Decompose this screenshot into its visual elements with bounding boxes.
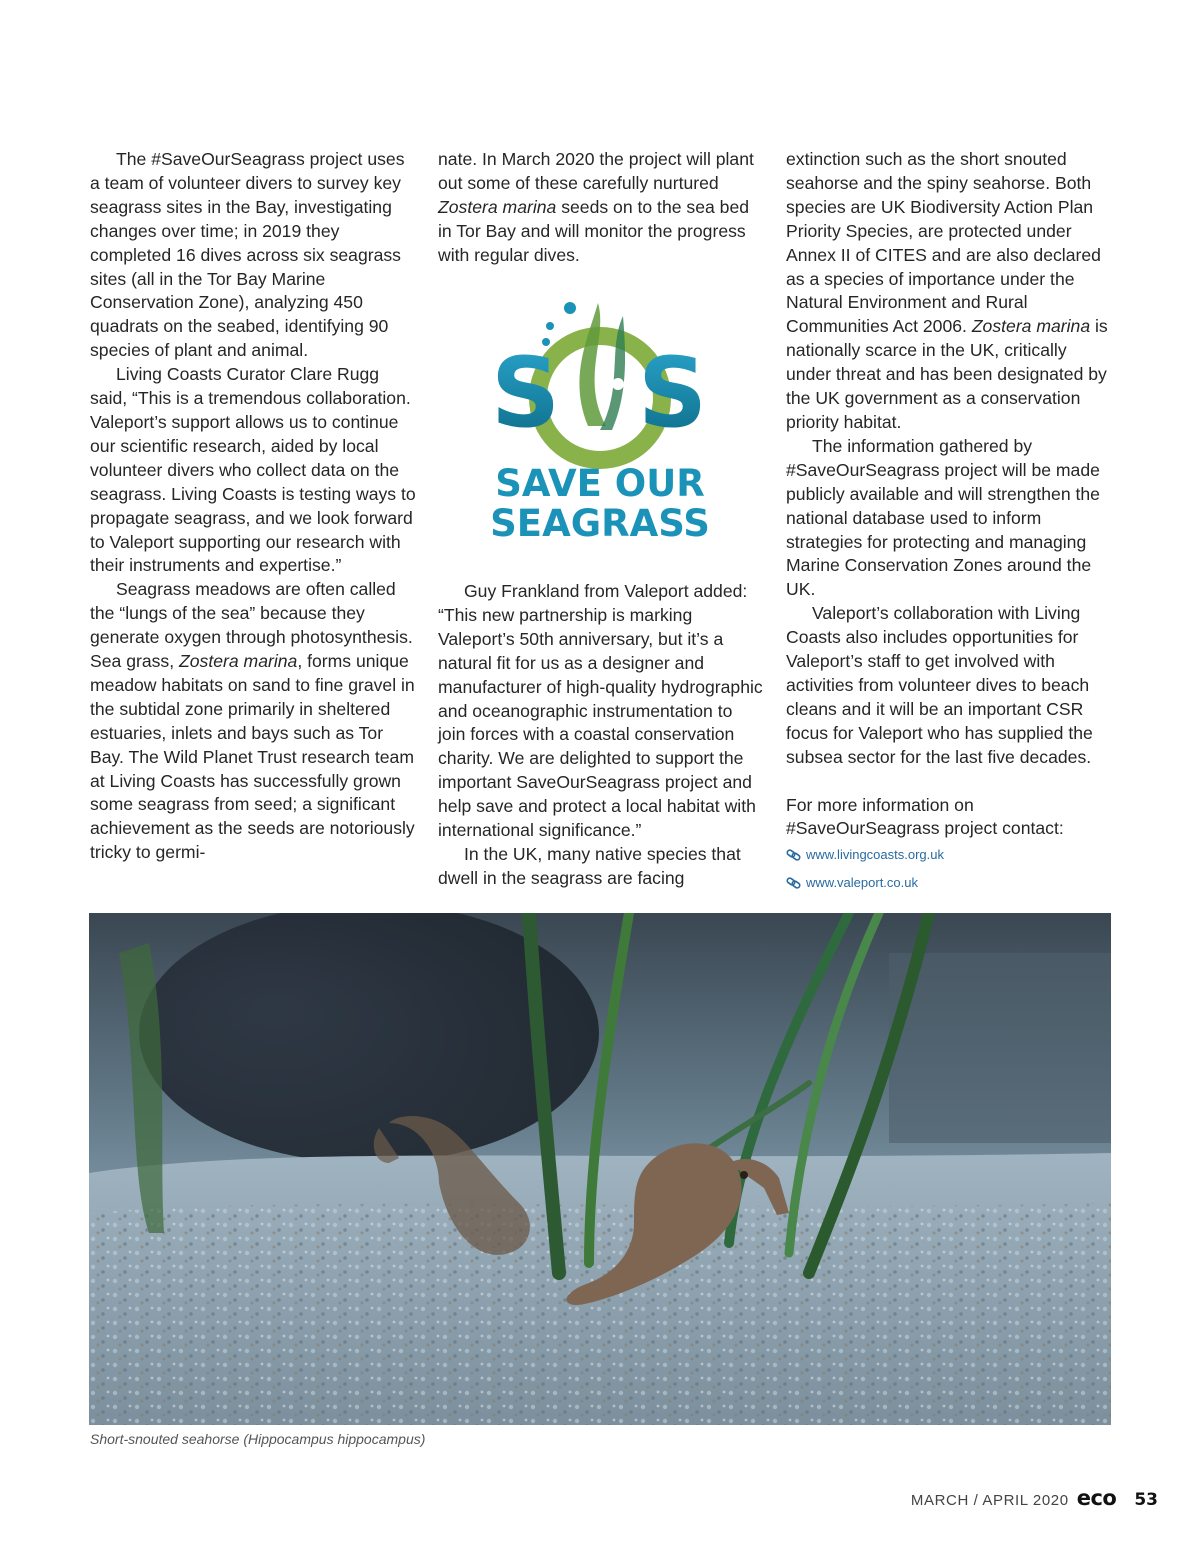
magazine-logo: eco: [1076, 1486, 1117, 1510]
paragraph: In the UK, many native species that dwell in the seagrass are facing: [438, 843, 741, 888]
link-valeport[interactable]: [786, 869, 1112, 897]
bubble-icon: [605, 393, 611, 399]
bubble-icon: [564, 302, 576, 314]
link-livingcoasts[interactable]: [786, 841, 1112, 869]
paragraph: Valeport’s collaboration with Living Coasts also includes opportunities for Valeport’s staff to get involved with activities from volunteer dives to beach cleans and it will be an important CSR focus for Valeport who has supplied the subsea sector for the last five decades.: [786, 603, 1093, 767]
photo-caption: Short-snouted seahorse (Hippocampus hippocampus): [90, 1431, 426, 1447]
logo-line-2: SEAGRASS: [490, 502, 710, 542]
species-name: Zostera marina: [971, 316, 1091, 337]
seagrass-blade-icon: [579, 303, 606, 426]
species-name: Zostera marina: [438, 196, 557, 217]
paragraph: Living Coasts Curator Clare Rugg said, “This is a tremendous collaboration. Valeport’s support allows us to continue our scientific research, aided by local volunteer divers who collect data on the seagrass. Living Coasts is testing ways to propagate seagrass, and we look forward to Valeport supporting our research with their instruments and expertise.”: [90, 364, 416, 576]
paragraph: extinction such as the short snouted seahorse and the spiny seahorse. Both species are UK Biodiversity Action Plan Priority Species, are protected under Annex II of CITES and are also declared as a species of importance under the Natural Environment and Rural Communities Act 2006. Zostera marina is nationally scarce in the UK, critically under threat and has been designated by the UK government as a conservation priority habitat.: [786, 149, 1108, 432]
page-number: 53: [1134, 1490, 1158, 1510]
issue-date: MARCH / APRIL 2020: [910, 1492, 1069, 1509]
link-icon: [786, 876, 802, 890]
logo-line-1: SAVE OUR: [495, 462, 705, 505]
species-name: Zostera marina: [179, 651, 298, 672]
save-our-seagrass-logo: [488, 298, 712, 542]
paragraph: nate. In March 2020 the project will plant out some of these carefully nurtured Zostera marina seeds on to the sea bed in Tor Bay and will monitor the progress with regular dives.: [438, 149, 754, 265]
paragraph: The #SaveOurSeagrass project uses a team of volunteer divers to survey key seagrass sites in the Bay, investigating changes over time; in 2019 they completed 16 dives across six seagrass sites (all in the Tor Bay Marine Conservation Zone), analyzing 450 quadrats on the seabed, identifying 90 species of plant and animal.: [90, 149, 405, 361]
link-text[interactable]: www.valeport.co.uk: [806, 875, 918, 891]
bubble-icon: [546, 322, 554, 330]
page-footer: [911, 1486, 1158, 1510]
paragraph: Guy Frankland from Valeport added: “This new partnership is marking Valeport’s 50th anniversary, but it’s a natural fit for us as a designer and manufacturer of high-quality hydrographic and oceanographic instrumentation to join forces with a coastal conservation charity. We are delighted to support the important SaveOurSeagrass project and help save and protect a local habitat with international significance.”: [438, 581, 763, 841]
seahorse-photo: [89, 913, 1111, 1425]
link-text[interactable]: www.livingcoasts.org.uk: [806, 847, 944, 863]
contact-heading: For more information on #SaveOurSeagrass project contact:: [786, 794, 1064, 839]
article-column-1: [90, 148, 416, 865]
bubble-icon: [601, 369, 607, 375]
sos-left-s: S: [491, 337, 561, 449]
link-icon: [786, 848, 802, 862]
bubble-icon: [612, 378, 624, 390]
article-column-2: [438, 148, 764, 888]
sos-right-s: S: [638, 337, 708, 449]
paragraph: The information gathered by #SaveOurSeagrass project will be made publicly available and will strengthen the national database used to inform strategies for protecting and managing Marine Conservation Zones around the UK.: [786, 435, 1100, 600]
article-column-3: [786, 148, 1112, 897]
paragraph: Seagrass meadows are often called the “lungs of the sea” because they generate oxygen through photosynthesis. Sea grass, Zostera marina, forms unique meadow habitats on sand to fine gravel in the subtidal zone primarily in sheltered estuaries, inlets and bays such as Tor Bay. The Wild Planet Trust research team at Living Coasts has successfully grown some seagrass from seed; a significant achievement as the seeds are notoriously tricky to germi-: [90, 579, 415, 863]
